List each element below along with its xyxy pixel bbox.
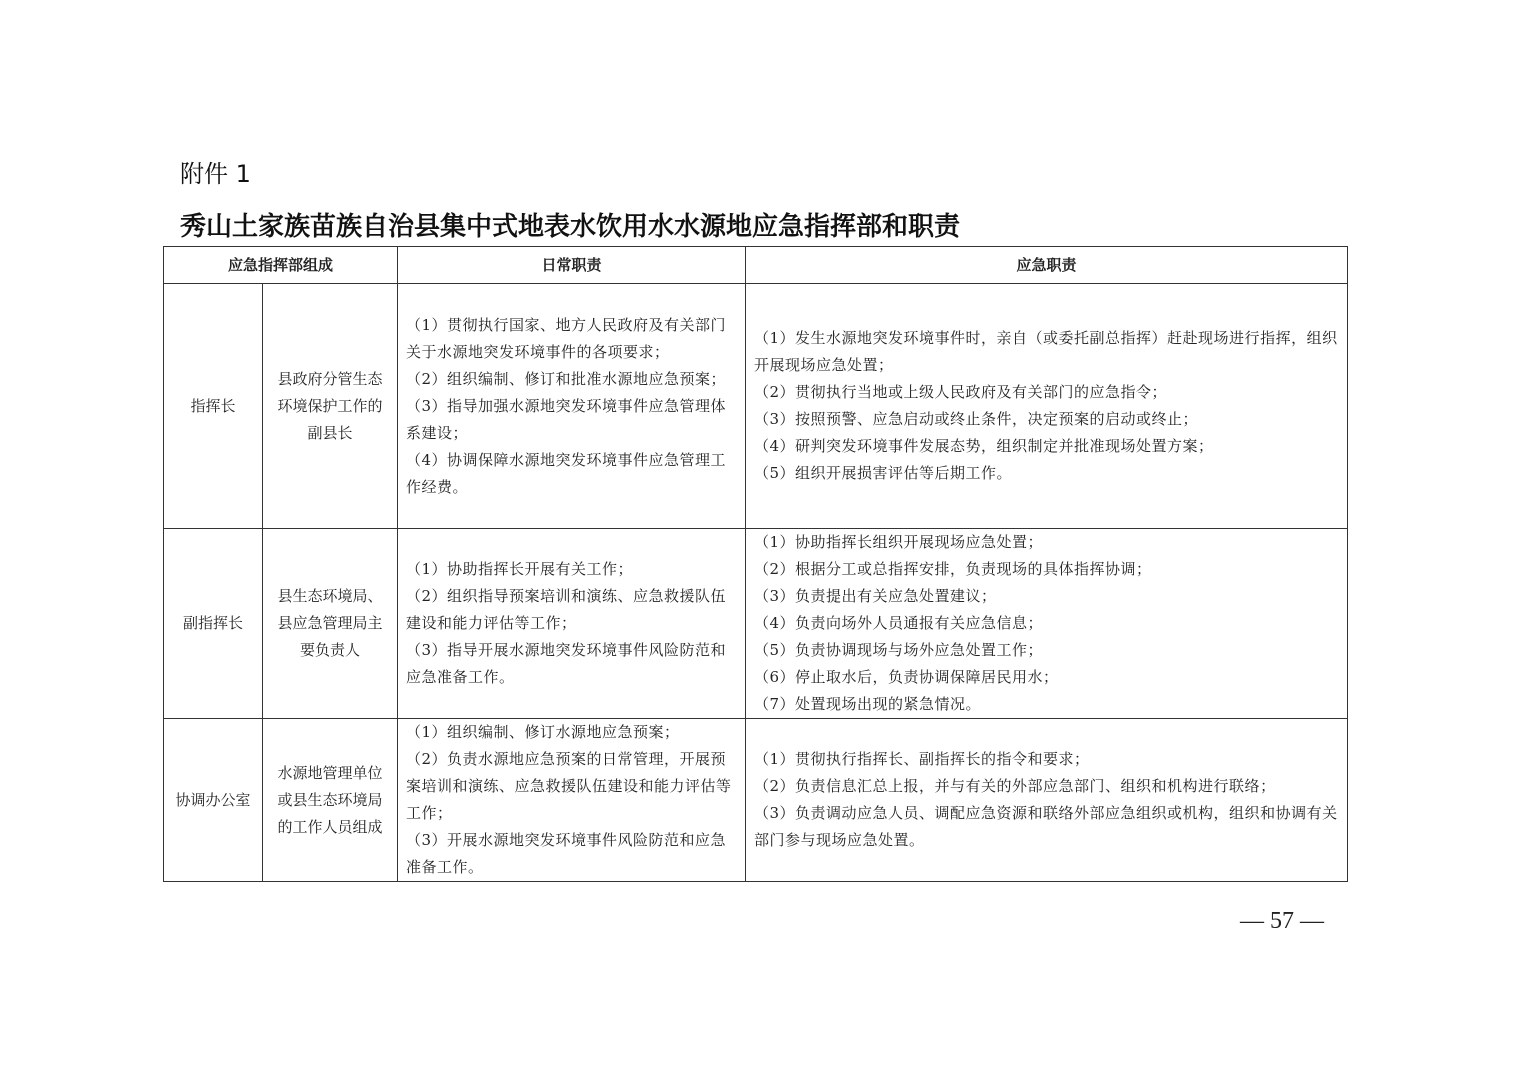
- duty-line: （4）协调保障水源地突发环境事件应急管理工作经费。: [406, 450, 727, 496]
- duty-line: （3）指导加强水源地突发环境事件应急管理体系建设；: [406, 396, 727, 442]
- duty-line: （2）负责信息汇总上报，并与有关的外部应急部门、组织和机构进行联络；: [754, 777, 1276, 795]
- duty-line: （1）组织编制、修订水源地应急预案；: [406, 723, 680, 741]
- daily-duties-cell: [398, 529, 746, 719]
- duty-line: （6）停止取水后，负责协调保障居民用水；: [754, 668, 1059, 686]
- emergency-duties-cell: [746, 719, 1348, 882]
- document-title: 秀山土家族苗族自治县集中式地表水饮用水水源地应急指挥部和职责: [180, 212, 961, 242]
- duty-line: （5）负责协调现场与场外应急处置工作；: [754, 641, 1044, 659]
- header-emergency: 应急职责: [746, 247, 1348, 284]
- duty-line: （3）开展水源地突发环境事件风险防范和应急准备工作。: [406, 831, 727, 876]
- table-row: [164, 529, 1348, 719]
- duty-line: （2）负责水源地应急预案的日常管理，开展预案培训和演练、应急救援队伍建设和能力评估等工作；: [406, 750, 732, 822]
- duty-line: （1）协助指挥长组织开展现场应急处置；: [754, 533, 1044, 551]
- table-header-row: [164, 247, 1348, 284]
- duty-line: （2）组织指导预案培训和演练、应急救援队伍建设和能力评估等工作；: [406, 587, 727, 632]
- header-composition: 应急指挥部组成: [164, 247, 398, 284]
- role-cell: 指挥长: [164, 284, 263, 529]
- duty-line: （3）指导开展水源地突发环境事件风险防范和应急准备工作。: [406, 641, 727, 686]
- daily-duties-cell: [398, 284, 746, 529]
- duty-line: （1）发生水源地突发环境事件时，亲自（或委托副总指挥）赶赴现场进行指挥，组织开展现场应急处置；: [754, 329, 1338, 374]
- duty-line: （3）按照预警、应急启动或终止条件，决定预案的启动或终止；: [754, 410, 1199, 428]
- duty-line: （4）研判突发环境事件发展态势，组织制定并批准现场处置方案；: [754, 437, 1214, 455]
- role-cell: 协调办公室: [164, 719, 263, 882]
- duty-table: [163, 246, 1348, 882]
- duty-line: （5）组织开展损害评估等后期工作。: [754, 464, 1013, 482]
- emergency-duties-cell: [746, 284, 1348, 529]
- role-cell: 副指挥长: [164, 529, 263, 719]
- table-row: [164, 284, 1348, 529]
- table-row: [164, 719, 1348, 882]
- person-cell: 县生态环境局、县应急管理局主要负责人: [263, 529, 398, 719]
- person-cell: 县政府分管生态环境保护工作的副县长: [263, 284, 398, 529]
- duty-line: （3）负责调动应急人员、调配应急资源和联络外部应急组织或机构，组织和协调有关部门参与现场应急处置。: [754, 804, 1338, 849]
- daily-duties-cell: [398, 719, 746, 882]
- duty-line: （1）协助指挥长开展有关工作；: [406, 560, 634, 578]
- duty-line: （3）负责提出有关应急处置建议；: [754, 587, 997, 605]
- emergency-duties-cell: [746, 529, 1348, 719]
- duty-line: （2）贯彻执行当地或上级人民政府及有关部门的应急指令；: [754, 383, 1168, 401]
- duty-line: （1）贯彻执行国家、地方人民政府及有关部门关于水源地突发环境事件的各项要求；: [406, 315, 727, 361]
- duty-line: （2）根据分工或总指挥安排，负责现场的具体指挥协调；: [754, 560, 1152, 578]
- duty-line: （1）贯彻执行指挥长、副指挥长的指令和要求；: [754, 750, 1090, 768]
- attachment-label: 附件 1: [180, 160, 251, 188]
- duty-line: （2）组织编制、修订和批准水源地应急预案；: [406, 369, 727, 388]
- duty-line: （7）处置现场出现的紧急情况。: [754, 695, 982, 713]
- header-daily: 日常职责: [398, 247, 746, 284]
- person-cell: 水源地管理单位或县生态环境局的工作人员组成: [263, 719, 398, 882]
- page-number: — 57 —: [1240, 908, 1324, 934]
- duty-line: （4）负责向场外人员通报有关应急信息；: [754, 614, 1044, 632]
